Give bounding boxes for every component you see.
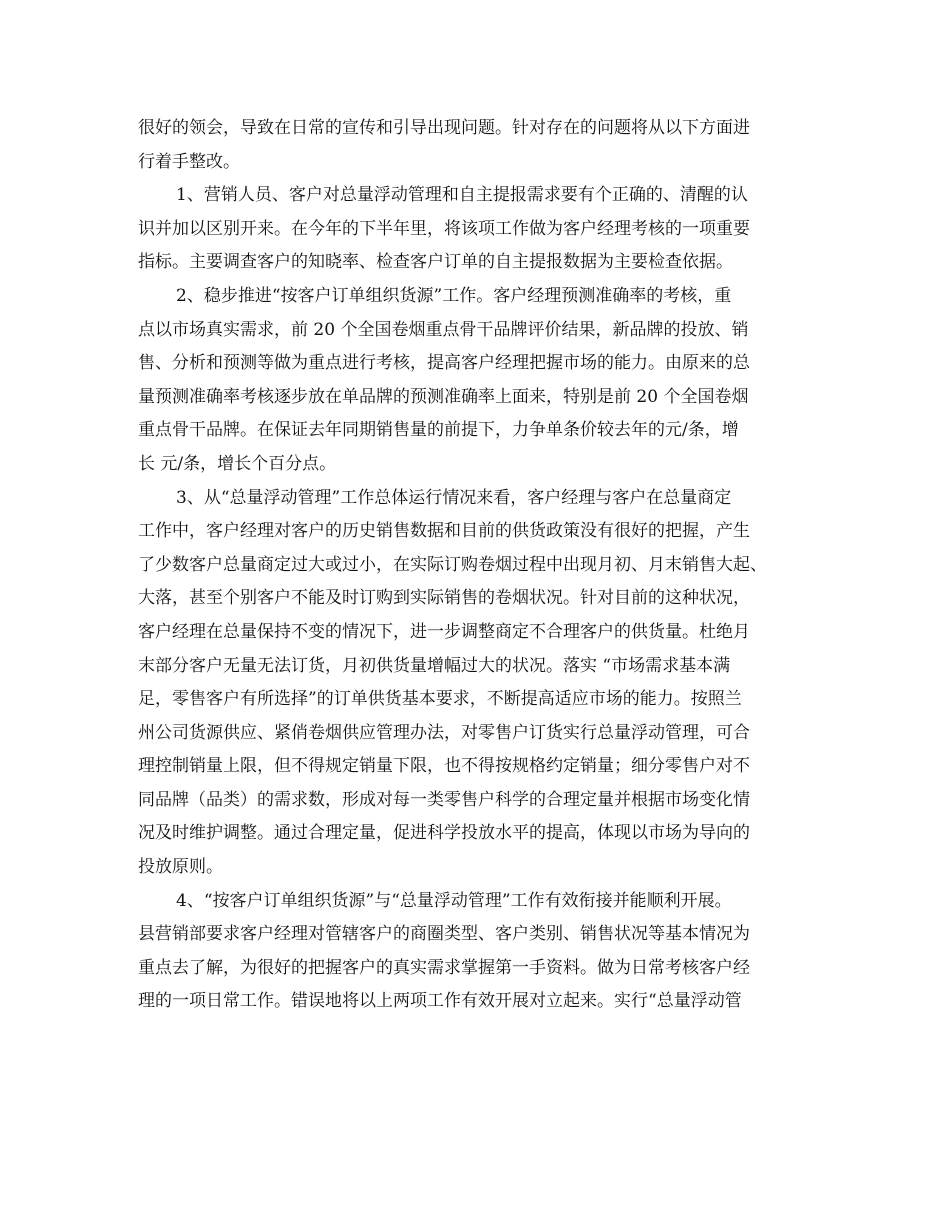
- text-line: 了少数客户总量商定过大或过小，在实际订购卷烟过程中出现月初、月末销售大起、: [138, 554, 767, 575]
- text-line: 理控制销量上限，但不得规定销量下限，也不得按规格约定销量；细分零售户对不: [138, 756, 750, 777]
- text-line: 售、分析和预测等做为重点进行考核，提高客户经理把握市场的能力。由原来的总: [138, 353, 750, 374]
- text-line: 4、“按客户订单组织货源”与“总量浮动管理”工作有效衔接并能顺利开展。: [176, 890, 732, 911]
- text-line: 1、营销人员、客户对总量浮动管理和自主提报需求要有个正确的、清醒的认: [176, 185, 748, 206]
- document-body: [138, 112, 828, 1019]
- text-line: 投放原则。: [138, 857, 223, 878]
- text-line: 工作中，客户经理对客户的历史销售数据和目前的供货政策没有很好的把握，产生: [138, 521, 750, 542]
- text-line: 大落，甚至个别客户不能及时订购到实际销售的卷烟状况。针对目前的这种状况，: [138, 588, 750, 609]
- text-line: 县营销部要求客户经理对管辖客户的商圈类型、客户类别、销售状况等基本情况为: [138, 924, 750, 945]
- text-line: 量预测准确率考核逐步放在单品牌的预测准确率上面来，特别是前 20 个全国卷烟: [138, 386, 749, 407]
- text-line: 州公司货源供应、紧俏卷烟供应管理办法，对零售户订货实行总量浮动管理，可合: [138, 722, 750, 743]
- text-line: 重点去了解，为很好的把握客户的真实需求掌握第一手资料。做为日常考核客户经: [138, 957, 750, 978]
- text-line: 3、从“总量浮动管理”工作总体运行情况来看，客户经理与客户在总量商定: [176, 487, 732, 508]
- text-line: 理的一项日常工作。错误地将以上两项工作有效开展对立起来。实行“总量浮动管: [138, 991, 742, 1012]
- text-line: 况及时维护调整。通过合理定量，促进科学投放水平的提高，体现以市场为导向的: [138, 823, 750, 844]
- text-line: 行着手整改。: [138, 151, 240, 172]
- text-line: 足，零售客户有所选择”的订单供货基本要求，不断提高适应市场的能力。按照兰: [138, 689, 742, 710]
- text-line: 点以市场真实需求，前 20 个全国卷烟重点骨干品牌评价结果，新品牌的投放、销: [138, 319, 749, 340]
- text-line: 识并加以区别开来。在今年的下半年里，将该项工作做为客户经理考核的一项重要: [138, 218, 750, 239]
- text-line: 指标。主要调查客户的知晓率、检查客户订单的自主提报数据为主要检查依据。: [138, 252, 733, 273]
- text-line: 很好的领会，导致在日常的宣传和引导出现问题。针对存在的问题将从以下方面进: [138, 118, 750, 138]
- text-line: 2、稳步推进“按客户订单组织货源”工作。客户经理预测准确率的考核，重: [176, 285, 732, 306]
- text-line: 同品牌（品类）的需求数，形成对每一类零售户科学的合理定量并根据市场变化情: [138, 789, 750, 810]
- text-line: 客户经理在总量保持不变的情况下，进一步调整商定不合理客户的供货量。杜绝月: [138, 621, 750, 642]
- text-line: 末部分客户无量无法订货，月初供货量增幅过大的状况。落实 “市场需求基本满: [138, 655, 731, 676]
- text-line: 长 元/条，增长个百分点。: [138, 453, 337, 474]
- text-line: 重点骨干品牌。在保证去年同期销售量的前提下，力争单条价较去年的元/条，增: [138, 420, 739, 441]
